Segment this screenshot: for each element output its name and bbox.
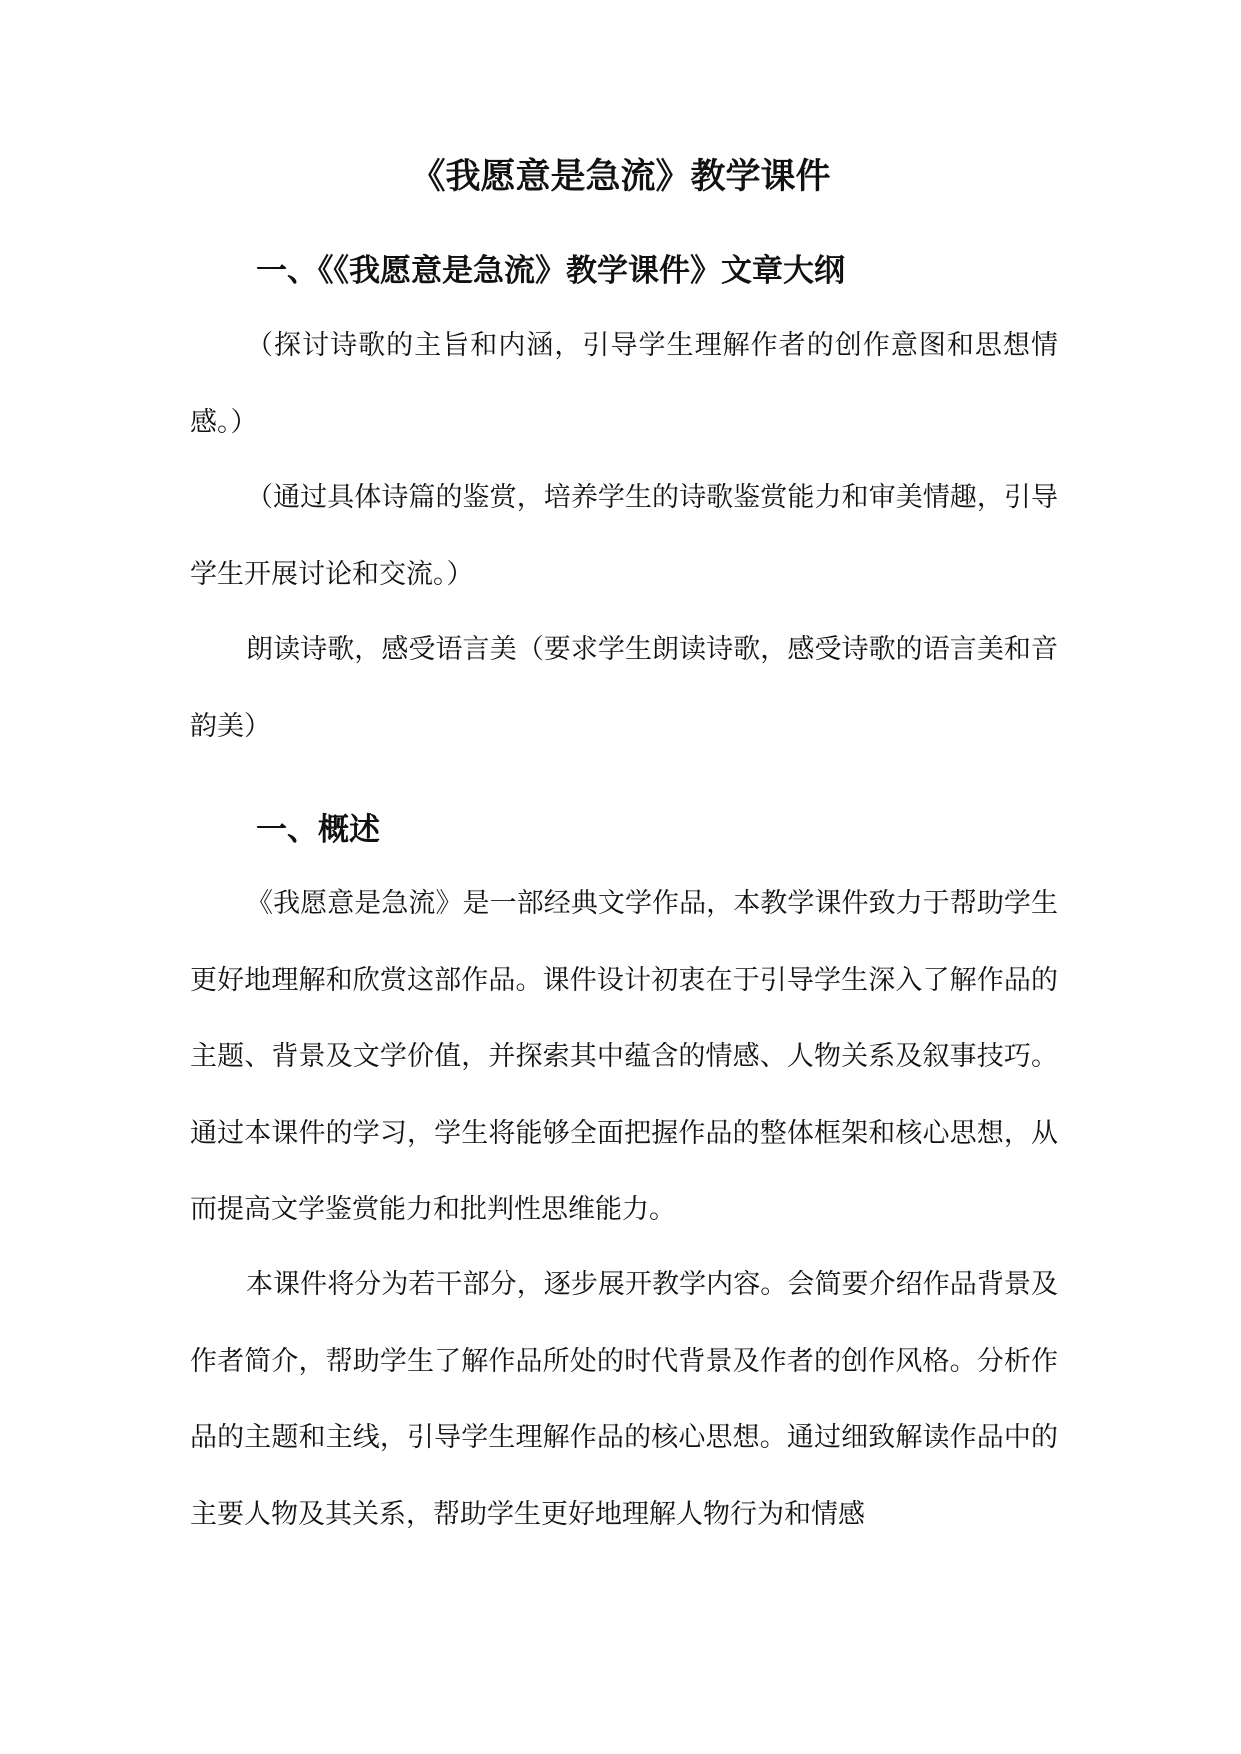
paragraph: （探讨诗歌的主旨和内涵，引导学生理解作者的创作意图和思想情感。） (190, 330, 1058, 438)
paragraph: （通过具体诗篇的鉴赏，培养学生的诗歌鉴赏能力和审美情趣，引导学生开展讨论和交流。） (190, 482, 1058, 590)
document-title: 《我愿意是急流》教学课件 (410, 156, 831, 197)
paragraph: 朗读诗歌，感受语言美（要求学生朗读诗歌，感受诗歌的语言美和音韵美） (190, 634, 1058, 742)
section-heading-overview: 一、概述 (256, 812, 380, 848)
paragraph: 本课件将分为若干部分，逐步展开教学内容。会简要介绍作品背景及作者简介，帮助学生了解作品所处的时代背景及作者的创作风格。分析作品的主题和主线，引导学生理解作品的核心思想。通过细致解读作品中的主要人物及其关系，帮助学生更好地理解人物行为和情感 (190, 1269, 1058, 1530)
section-heading-outline: 一、《《我愿意是急流》教学课件》文章大纲 (256, 253, 845, 289)
paragraph: 《我愿意是急流》是一部经典文学作品，本教学课件致力于帮助学生更好地理解和欣赏这部作品。课件设计初衷在于引导学生深入了解作品的主题、背景及文学价值，并探索其中蕴含的情感、人物关系及叙事技巧。通过本课件的学习，学生将能够全面把握作品的整体框架和核心思想，从而提高文学鉴赏能力和批判性思维能力。 (190, 888, 1058, 1225)
